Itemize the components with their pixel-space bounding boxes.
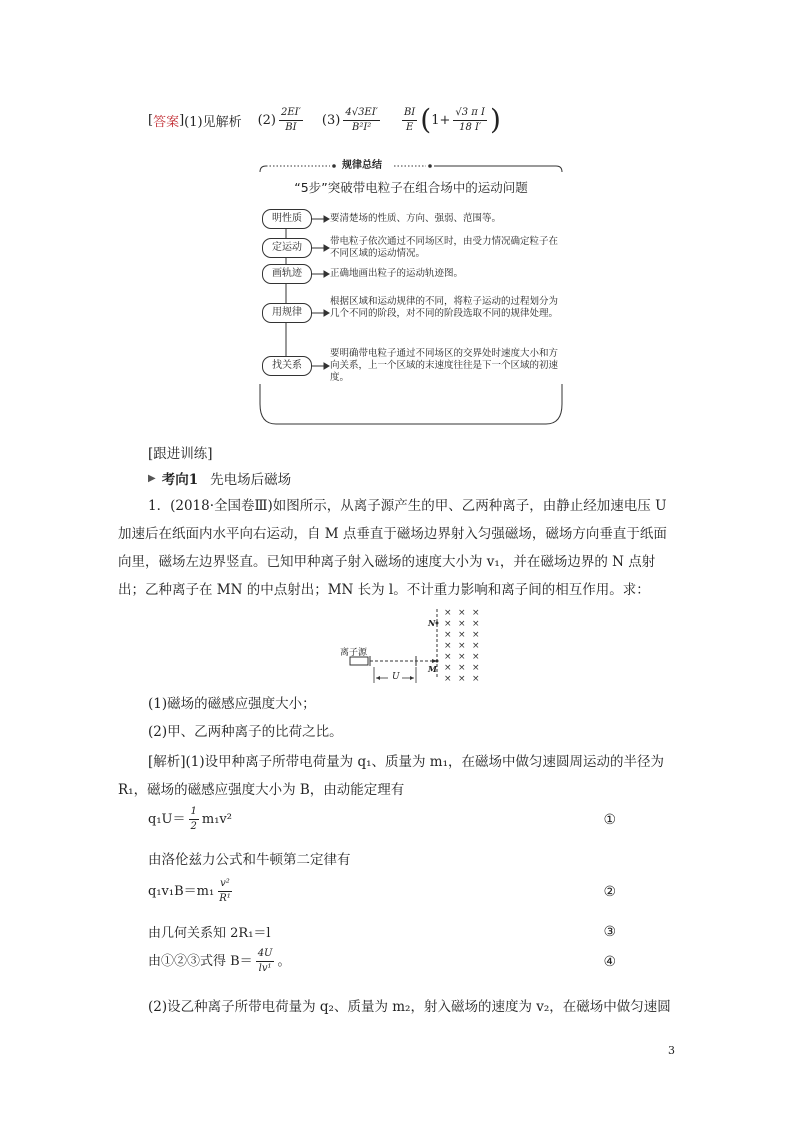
answer-part3-fraction: $\frac{4√3EI'}{\text{B²I²}}$ <box>345 106 378 133</box>
n-label: N <box>428 618 436 628</box>
answer-bracket-open: [ <box>148 112 154 128</box>
step-label-5: 找关系 <box>262 356 312 376</box>
svg-text:×: × <box>444 663 452 673</box>
page-number: 3 <box>668 1044 675 1057</box>
answer-part2-label: (2) <box>257 112 277 128</box>
solution-text-2: 由洛伦兹力公式和牛顿第二定律有 <box>148 852 351 868</box>
problem-line-4: 出；乙种离子在 MN 的中点射出；MN 长为 l。不计重力影响和离子间的相互作用。求： <box>118 582 650 598</box>
svg-text:×: × <box>444 619 452 629</box>
equation-marker-2: ② <box>603 883 616 900</box>
svg-text:×: × <box>472 619 480 629</box>
step-label-2: 定运动 <box>262 238 312 258</box>
svg-text:×: × <box>472 630 480 640</box>
equation-2: q₁v₁B＝m₁ $\frac{\text{v²}}{\text{R¹}}$ ② <box>148 878 616 904</box>
svg-text:×: × <box>458 630 466 640</box>
svg-text:×: × <box>458 652 466 662</box>
answer-part4-fraction: $\frac{BI}{E}$ <box>403 106 416 133</box>
svg-text:×: × <box>444 674 452 684</box>
svg-text:×: × <box>472 674 480 684</box>
step-label-1: 明性质 <box>262 209 312 229</box>
svg-text:×: × <box>444 641 452 651</box>
question-2: (2)甲、乙两种离子的比荷之比。 <box>148 724 343 740</box>
equation-3: 由几何关系知 2R₁＝l ③ <box>148 923 616 941</box>
step-desc-3: 正确地画出粒子的运动轨迹图。 <box>330 268 464 279</box>
svg-text:×: × <box>444 652 452 662</box>
svg-text:×: × <box>472 641 480 651</box>
answer-part4-inner-fraction: $\frac{\text{√3 π I}}{18 I'}$ <box>455 106 485 133</box>
ion-source-figure <box>336 601 496 687</box>
equation-marker-1: ① <box>603 811 616 828</box>
topic-heading <box>148 468 291 488</box>
triangle-icon: ▶ <box>148 472 156 484</box>
summary-title: “5步”突破带电粒子在组合场中的运动问题 <box>294 180 528 195</box>
practice-tag: [跟进训练] <box>148 446 213 462</box>
paren-open: ( <box>420 103 432 136</box>
answer-tag: 答案 <box>153 114 180 130</box>
magnetic-field-crosses <box>444 608 480 684</box>
svg-text:×: × <box>458 663 466 673</box>
answer-bracket-close: ] <box>179 112 185 128</box>
equation-marker-4: ④ <box>603 953 616 970</box>
step-desc-2: 带电粒子依次通过不同场区时，由受力情况确定粒子在不同区域的运动情况。 <box>330 236 559 259</box>
m-label: M <box>428 664 437 674</box>
answer-one-plus: 1+ <box>431 112 451 128</box>
u-label: U <box>392 672 400 682</box>
step-desc-5: 要明确带电粒子通过不同场区的交界处时速度大小和方向关系，上一个区域的末速度往往是下一个区域的初速度。 <box>330 348 559 383</box>
equation-4: 由①②③式得 B＝ $\frac{4U}{\text{lv¹}}$ 。 ④ <box>148 948 616 974</box>
topic-title: 先电场后磁场 <box>210 472 292 488</box>
problem-line-3: 向里，磁场左边界竖直。已知甲种离子射入磁场的速度大小为 v₁，并在磁场边界的 N 点射 <box>118 554 656 570</box>
step-desc-4: 根据区域和运动规律的不同，将粒子运动的过程划分为几个不同的阶段，对不同的阶段选取不同的规律处理。 <box>330 296 559 319</box>
solution-intro-1: [解析](1)设甲种离子所带电荷量为 q₁、质量为 m₁，在磁场中做匀速圆周运动的半径为 <box>148 754 665 770</box>
equation-marker-3: ③ <box>603 923 616 940</box>
svg-text:×: × <box>458 608 466 618</box>
summary-box <box>258 152 564 426</box>
solution-part2: (2)设乙种离子所带电荷量为 q₂、质量为 m₂，射入磁场的速度为 v₂，在磁场中做匀速圆 <box>148 999 671 1015</box>
answer-line <box>148 103 501 137</box>
step-label-4: 用规律 <box>262 303 312 323</box>
step-label-3: 画轨迹 <box>262 264 312 284</box>
paren-close: ) <box>490 103 501 136</box>
topic-label: 考向1 <box>161 472 199 488</box>
svg-text:×: × <box>444 630 452 640</box>
svg-text:×: × <box>472 663 480 673</box>
solution-intro-2: R₁，磁场的磁感应强度大小为 B，由动能定理有 <box>118 782 405 798</box>
answer-part2-fraction: $\frac{2EI'}{BI}$ <box>281 106 301 133</box>
answer-part1: (1)见解析 <box>184 114 242 130</box>
problem-line-1: 1．(2018·全国卷Ⅲ)如图所示，从离子源产生的甲、乙两种离子，由静止经加速电压 U <box>148 498 667 514</box>
ion-source-label: 离子源 <box>340 648 368 658</box>
summary-header: 规律总结 <box>342 160 382 171</box>
svg-text:×: × <box>444 608 452 618</box>
question-1: (1)磁场的磁感应强度大小； <box>148 696 316 712</box>
svg-text:×: × <box>458 641 466 651</box>
equation-1: q₁U＝ $\frac{1}{2}$ m₁v² ① <box>148 806 616 832</box>
svg-text:×: × <box>458 619 466 629</box>
step-desc-1: 要清楚场的性质、方向、强弱、范围等。 <box>330 213 502 224</box>
svg-text:×: × <box>472 652 480 662</box>
answer-part3-label: (3) <box>321 112 341 128</box>
svg-text:×: × <box>472 608 480 618</box>
problem-line-2: 加速后在纸面内水平向右运动，自 M 点垂直于磁场边界射入匀强磁场，磁场方向垂直于纸面 <box>118 526 667 542</box>
figure-drawing <box>336 601 496 687</box>
svg-text:×: × <box>458 674 466 684</box>
